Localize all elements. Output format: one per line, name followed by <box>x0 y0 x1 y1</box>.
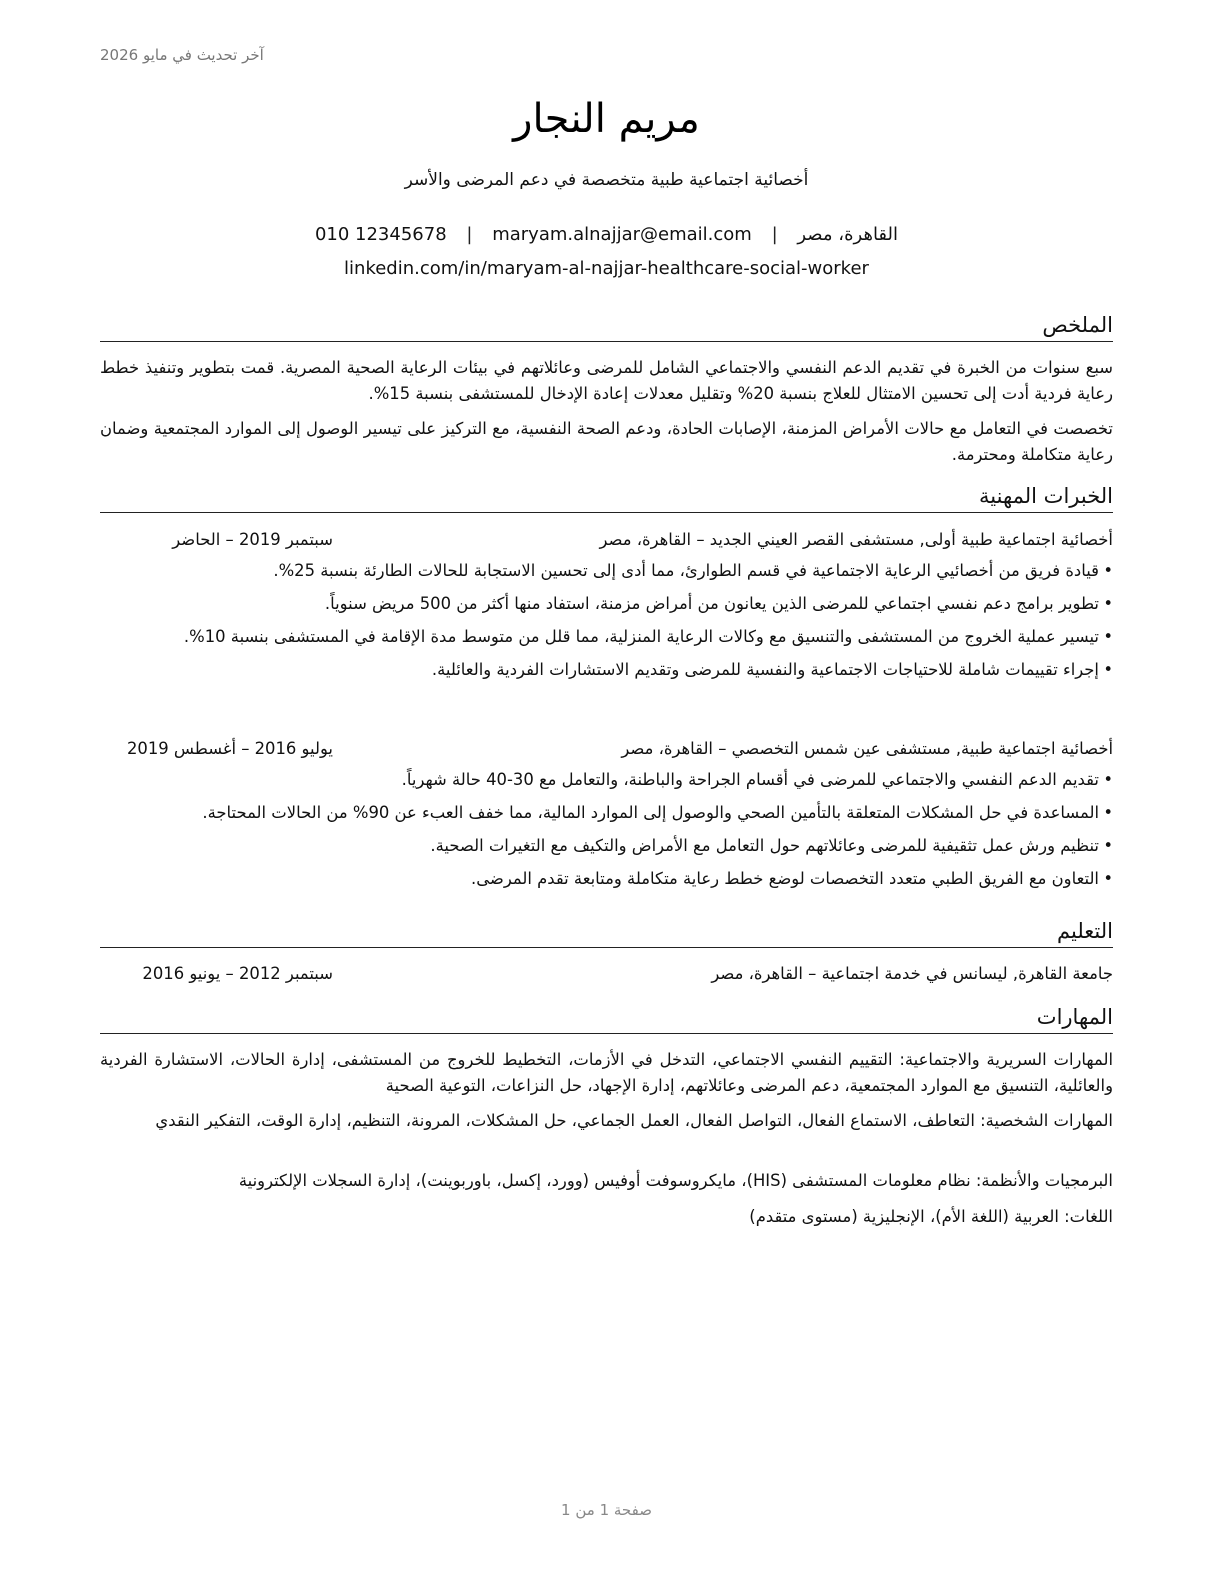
contact-line <box>100 224 1113 245</box>
job-bullet: • تطوير برامج دعم نفسي اجتماعي للمرضى الذين يعانون من أمراض مزمنة، استفاد منها أكثر من 500 مريض سنوياً. <box>100 591 1113 617</box>
skills-languages: اللغات: العربية (اللغة الأم)، الإنجليزية (مستوى متقدم) <box>749 1207 1113 1226</box>
education-dates: سبتمبر 2012 – يونيو 2016 <box>142 964 333 983</box>
job-title: أخصائية اجتماعية طبية أولى, مستشفى القصر العيني الجديد – القاهرة، مصر <box>599 530 1113 549</box>
job-dates: سبتمبر 2019 – الحاضر <box>172 530 333 549</box>
job-bullet: • تيسير عملية الخروج من المستشفى والتنسيق مع وكالات الرعاية المنزلية، مما قلل من متوسط مدة الإقامة في المستشفى بنسبة 10%. <box>100 624 1113 650</box>
education-degree: جامعة القاهرة, ليسانس في خدمة اجتماعية – القاهرة، مصر <box>711 964 1113 983</box>
summary-heading: الملخص <box>100 311 1113 342</box>
job-bullet: • قيادة فريق من أخصائيي الرعاية الاجتماعية في قسم الطوارئ، مما أدى إلى تحسين الاستجابة للحالات الطارئة بنسبة 25%. <box>100 558 1113 584</box>
contact-phone: 010 12345678 <box>314 224 447 245</box>
job-bullet: • تقديم الدعم النفسي والاجتماعي للمرضى في أقسام الجراحة والباطنة، والتعامل مع 30-40 حالة شهرياً. <box>100 767 1113 793</box>
education-heading: التعليم <box>100 917 1113 948</box>
summary-paragraph: تخصصت في التعامل مع حالات الأمراض المزمنة، الإصابات الحادة، ودعم الصحة النفسية، مع التركيز على تيسير الوصول إلى الموارد المجتمعية وضمان رعاية متكاملة ومحترمة. <box>100 419 1113 464</box>
contact-separator: | <box>466 224 473 245</box>
job-title: أخصائية اجتماعية طبية, مستشفى عين شمس التخصصي – القاهرة، مصر <box>621 739 1113 758</box>
candidate-name: مريم النجار <box>513 96 700 142</box>
contact-location: القاهرة، مصر <box>797 224 899 245</box>
job-bullet: • التعاون مع الفريق الطبي متعدد التخصصات لوضع خطط رعاية متكاملة ومتابعة تقدم المرضى. <box>100 866 1113 892</box>
job-bullets <box>100 558 1113 690</box>
resume-page <box>100 0 1113 1584</box>
contact-email[interactable]: maryam.alnajjar@email.com <box>492 224 752 245</box>
education-entry <box>100 961 1113 987</box>
skills-personal: المهارات الشخصية: التعاطف، الاستماع الفعال، التواصل الفعال، العمل الجماعي، حل المشكلات، المرونة، التنظيم، إدارة الوقت، التفكير النقدي <box>155 1111 1113 1130</box>
job-dates: يوليو 2016 – أغسطس 2019 <box>126 739 333 758</box>
contact-separator: | <box>771 224 778 245</box>
linkedin-link[interactable]: linkedin.com/in/maryam-al-najjar-healthcare-social-worker <box>344 258 869 279</box>
job-bullet: • إجراء تقييمات شاملة للاحتياجات الاجتماعية والنفسية للمرضى وتقديم الاستشارات الفردية والعائلية. <box>100 657 1113 683</box>
page-number: صفحة 1 من 1 <box>561 1501 652 1519</box>
skills-clinical: المهارات السريرية والاجتماعية: التقييم النفسي الاجتماعي، التدخل في الأزمات، التخطيط للخروج من المستشفى، إدارة الحالات، الاستشارة الفردية والعائلية، التنسيق مع الموارد المجتمعية، دعم المرضى وعائلاتهم، إدارة الإجهاد، حل النزاعات، التوعية الصحية <box>100 1050 1113 1095</box>
candidate-subtitle: أخصائية اجتماعية طبية متخصصة في دعم المرضى والأسر <box>404 170 809 190</box>
job-header <box>100 527 1113 553</box>
job-bullet: • تنظيم ورش عمل تثقيفية للمرضى وعائلاتهم حول التعامل مع الأمراض والتكيف مع التغيرات الصحية. <box>100 833 1113 859</box>
job-bullet: • المساعدة في حل المشكلات المتعلقة بالتأمين الصحي والوصول إلى الموارد المالية، مما خفف العبء عن 90% من الحالات المحتاجة. <box>100 800 1113 826</box>
summary-paragraph: سبع سنوات من الخبرة في تقديم الدعم النفسي والاجتماعي الشامل للمرضى وعائلاتهم في بيئات الرعاية الصحية المصرية. قمت بتطوير وتنفيذ خطط رعاية فردية أدت إلى تحسين الامتثال للعلاج بنسبة 20% وتقليل معدلات إعادة الإدخال للمستشفى بنسبة 15%. <box>100 358 1113 403</box>
job-header <box>100 736 1113 762</box>
experience-heading: الخبرات المهنية <box>100 482 1113 513</box>
job-bullets <box>100 767 1113 899</box>
skills-software: البرمجيات والأنظمة: نظام معلومات المستشفى (HIS)، مايكروسوفت أوفيس (وورد، إكسل، باوربوينت)، إدارة السجلات الإلكترونية <box>238 1171 1113 1190</box>
last-updated: آخر تحديث في مايو 2026 <box>100 46 264 64</box>
skills-heading: المهارات <box>100 1003 1113 1034</box>
